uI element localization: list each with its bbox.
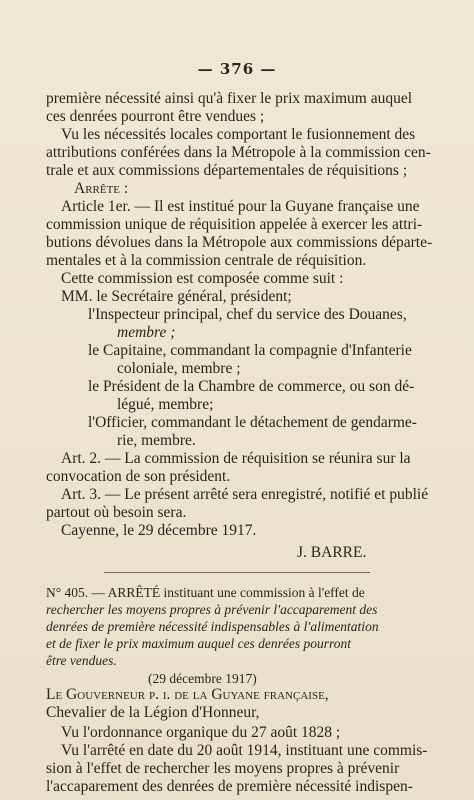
- text-line: convocation de son président.: [46, 468, 231, 485]
- text-line: coloniale, membre ;: [117, 360, 241, 377]
- signature: J. BARRE.: [297, 544, 367, 561]
- text-line: l'accaparement des denrées de première nécessité indispen-: [46, 778, 413, 795]
- text-line: le Capitaine, commandant la compagnie d'Infanterie: [88, 342, 412, 359]
- text-line: Vu l'arrêté en date du 20 août 1914, instituant une commis-: [61, 742, 428, 759]
- decree-title: être vendues.: [46, 653, 117, 668]
- text-line: attributions conférées dans la Métropole à la commission cen-: [46, 144, 431, 161]
- decree-title: rechercher les moyens propres à prévenir l'accaparement des: [46, 602, 378, 617]
- text-line: rie, membre.: [117, 432, 196, 449]
- separator-rule: [104, 572, 370, 573]
- decree-title: denrées de première nécessité indispensables à l'alimentation: [46, 619, 379, 634]
- text-line: le Président de la Chambre de commerce, ou son dé-: [88, 378, 415, 395]
- text-line: Le Gouverneur p. i. de la Guyane française,: [46, 686, 329, 703]
- text-line: Chevalier de la Légion d'Honneur,: [46, 704, 260, 721]
- text-line: Art. 3. — Le présent arrêté sera enregistré, notifié et publié: [61, 486, 429, 503]
- text-line: Art. 2. — La commission de réquisition se réunira sur la: [61, 450, 411, 467]
- text-line: Vu l'ordonnance organique du 27 août 1828 ;: [61, 724, 341, 741]
- decree-title: N° 405. — ARRÊTÉ instituant une commission à l'effet de: [46, 585, 365, 600]
- decree-date: (29 décembre 1917): [148, 671, 257, 686]
- decree-title: et de fixer le prix maximum auquel ces denrées pourront: [46, 636, 352, 651]
- text-line: membre ;: [117, 324, 176, 341]
- text-line: l'Officier, commandant le détachement de gendarme-: [88, 414, 417, 431]
- text-line: sion à l'effet de rechercher les moyens propres à prévenir: [46, 760, 400, 777]
- text-line: Vu les nécessités locales comportant le fusionnement des: [61, 126, 416, 143]
- text-line: ces denrées pourront être vendues ;: [46, 108, 265, 125]
- text-line: l'Inspecteur principal, chef du service des Douanes,: [88, 306, 407, 323]
- text-line: partout où besoin sera.: [46, 504, 187, 521]
- text-line: MM. le Secrétaire général, président;: [61, 288, 292, 305]
- decree-heading: Arrête :: [74, 180, 129, 197]
- text-line: première nécessité ainsi qu'à fixer le prix maximum auquel: [46, 90, 413, 107]
- text-line: mentales et à la commission centrale de réquisition.: [46, 252, 367, 269]
- text-line: Cette commission est composée comme suit :: [61, 270, 344, 287]
- text-line: légué, membre;: [117, 396, 214, 413]
- text-line: butions dévolues dans la Métropole aux commissions départe-: [46, 234, 433, 251]
- text-line: trale et aux commissions départementales de réquisitions ;: [46, 162, 408, 179]
- date-line: Cayenne, le 29 décembre 1917.: [61, 522, 257, 539]
- text-line: Article 1er. — Il est institué pour la Guyane française une: [61, 198, 420, 215]
- text-line: commission unique de réquisition appelée à exercer les attri-: [46, 216, 423, 233]
- page-number: — 376 —: [197, 60, 277, 78]
